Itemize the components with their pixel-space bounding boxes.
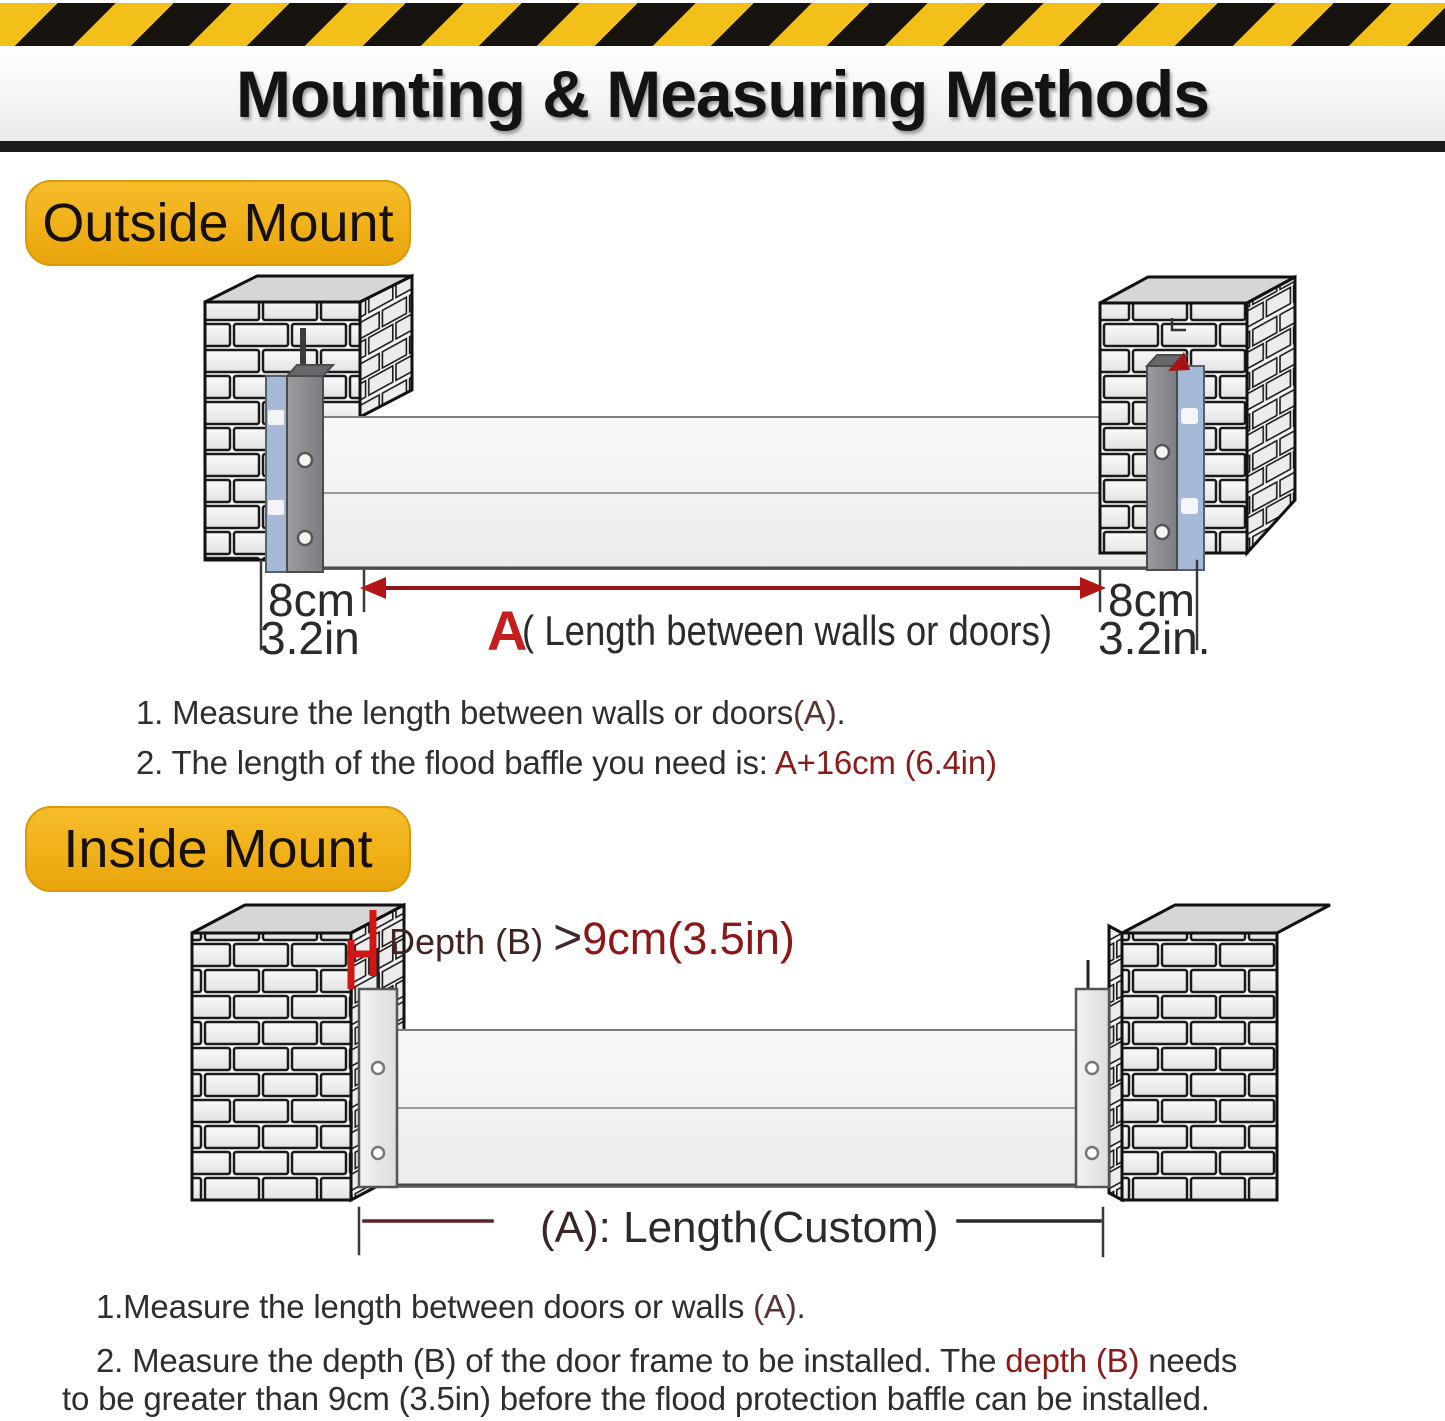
- right-jamb-channel: [1076, 960, 1109, 1187]
- title-band: [0, 46, 1445, 141]
- flood-barrier-panels: [323, 417, 1147, 569]
- right-mounting-bracket: [1147, 352, 1204, 570]
- inside-instruction-2-tail: needs: [1139, 1342, 1238, 1379]
- depth-value: 9cm(3.5in): [582, 913, 795, 964]
- inside-mount-label-text: Inside Mount: [63, 819, 373, 879]
- outside-instruction-1: [136, 694, 845, 732]
- brick-pillar-right: [1109, 905, 1330, 1200]
- outside-instruction-1-text: 1. Measure the length between walls or doors: [136, 694, 794, 731]
- inside-instruction-2-text: 2. Measure the depth (B) of the door frame to be installed. The: [96, 1342, 1006, 1379]
- left-jamb-channel: [359, 989, 397, 1187]
- span-label-text: ( Length between walls or doors): [522, 607, 1052, 654]
- length-annotation: [540, 1203, 939, 1252]
- outside-mount-label: [25, 180, 411, 266]
- outside-instruction-2: [136, 744, 997, 782]
- inside-instruction-2-line2: [62, 1380, 1210, 1418]
- page-title: Mounting & Measuring Methods: [236, 56, 1209, 131]
- inside-instruction-2-line1: [96, 1342, 1237, 1380]
- outside-instruction-1-ref: (A): [793, 694, 837, 731]
- outside-instruction-2-formula: A+16cm (6.4in): [774, 744, 997, 781]
- outside-instruction-1-period: .: [836, 694, 846, 731]
- inside-instruction-2-ref: depth (B): [1005, 1342, 1140, 1379]
- dim-right-cm: 8cm: [1108, 574, 1195, 626]
- flood-barrier-panels: [397, 1030, 1076, 1187]
- inside-instruction-2-line2-text: to be greater than 9cm (3.5in) before the flood protection baffle can be installed.: [62, 1380, 1210, 1417]
- title-underline-bar: [0, 141, 1445, 152]
- outside-mount-label-text: Outside Mount: [42, 193, 394, 253]
- inside-mount-diagram: [0, 890, 1445, 1290]
- inside-instruction-1: [96, 1288, 805, 1326]
- outside-mount-diagram: [0, 270, 1445, 660]
- inside-instruction-1-period: .: [796, 1288, 806, 1325]
- depth-annotation: [389, 909, 795, 965]
- greater-than-sign: >: [553, 909, 583, 965]
- length-label: Length(Custom): [623, 1203, 939, 1252]
- length-ref-a: (A):: [540, 1203, 624, 1252]
- inside-instruction-1-text: 1.Measure the length between doors or walls: [96, 1288, 754, 1325]
- arrowhead-right-icon: [1080, 577, 1106, 599]
- inside-mount-label: [25, 806, 411, 892]
- inside-instruction-1-ref: (A): [753, 1288, 797, 1325]
- depth-label: Depth (B): [389, 921, 554, 962]
- span-label-a: A: [487, 599, 528, 660]
- hazard-stripe-banner: [0, 3, 1445, 46]
- dim-left-in: 3.2in: [260, 612, 360, 660]
- dim-right-in: 3.2in.: [1098, 612, 1211, 660]
- dim-left-cm: 8cm: [268, 574, 355, 626]
- outside-instruction-2-text: 2. The length of the flood baffle you need is:: [136, 744, 775, 781]
